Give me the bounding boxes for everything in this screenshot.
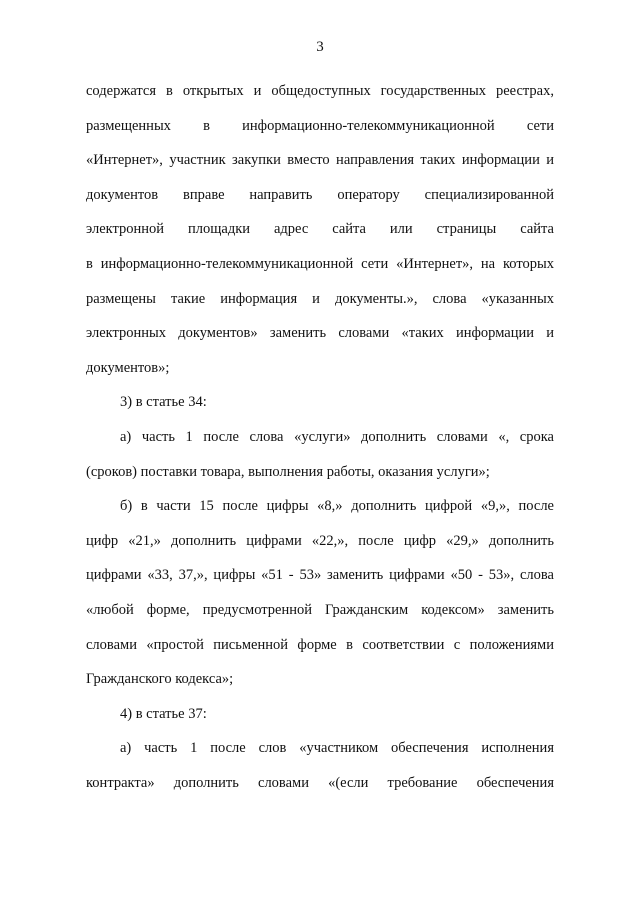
text-line: документов вправе направить оператору специализированной [86, 186, 554, 203]
text-line: в информационно-телекоммуникационной сети «Интернет», на которых [86, 255, 554, 272]
text-line: контракта» дополнить словами «(если требование обеспечения [86, 774, 554, 791]
text-line: (сроков) поставки товара, выполнения работы, оказания услуги»; [86, 463, 490, 480]
text-line: электронной площадки адрес сайта или страницы сайта [86, 221, 554, 238]
text-line: цифрами «33, 37,», цифры «51 - 53» заменить цифрами «50 - 53», слова [86, 567, 554, 584]
document-body [86, 74, 554, 800]
text-line: цифр «21,» дополнить цифрами «22,», после цифр «29,» дополнить [86, 532, 554, 549]
text-line: Гражданского кодекса»; [86, 671, 234, 688]
text-line: электронных документов» заменить словами «таких информации и [86, 325, 554, 342]
text-line: словами «простой письменной форме в соответствии с положениями [86, 636, 554, 653]
text-line: «Интернет», участник закупки вместо направления таких информации и [86, 152, 554, 169]
page-number: 3 [316, 39, 324, 55]
text-line: а) часть 1 после слова «услуги» дополнить словами «, срока [120, 428, 554, 445]
text-line: 3) в статье 34: [120, 394, 207, 411]
text-line: размещены такие информация и документы.», слова «указанных [86, 290, 554, 307]
text-line: размещенных в информационно-телекоммуникационной сети [86, 117, 554, 134]
text-line: содержатся в открытых и общедоступных государственных реестрах, [86, 83, 554, 99]
text-line: «любой форме, предусмотренной Гражданским кодексом» заменить [86, 601, 554, 618]
text-line: а) часть 1 после слов «участником обеспечения исполнения [120, 740, 554, 757]
text-line: б) в части 15 после цифры «8,» дополнить цифрой «9,», после [120, 498, 554, 515]
text-line: 4) в статье 37: [120, 705, 207, 722]
text-line: документов»; [86, 359, 170, 376]
